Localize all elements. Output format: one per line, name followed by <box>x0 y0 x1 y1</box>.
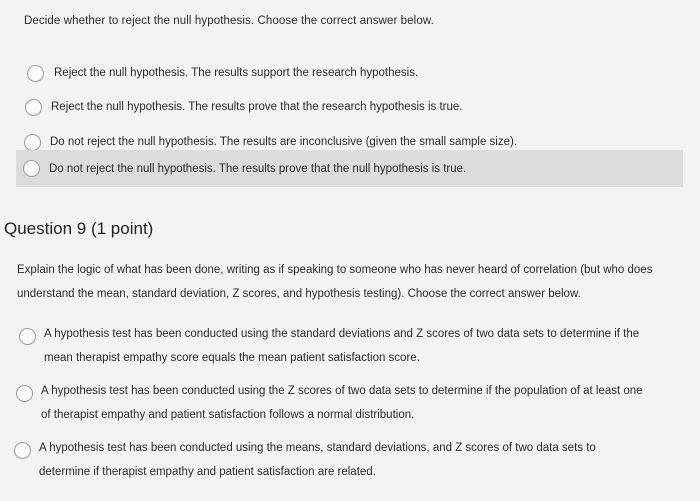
q9-option-2-label <box>41 379 643 427</box>
q8-option-4-label: Do not reject the null hypothesis. The results prove that the null hypothesis is true. <box>49 162 467 175</box>
question-9-heading <box>4 219 153 239</box>
question-9-points: (1 point) <box>90 219 154 238</box>
radio-button[interactable] <box>25 99 42 116</box>
q8-option-2[interactable] <box>0 89 700 125</box>
radio-button[interactable] <box>24 134 41 151</box>
q9-option-2[interactable] <box>16 379 643 427</box>
q8-option-1-label: Reject the null hypothesis. The results support the research hypothesis. <box>54 67 419 79</box>
q9-option-3[interactable] <box>14 436 596 484</box>
q8-option-3-label: Do not reject the null hypothesis. The results are inconclusive (given the small sample size). <box>50 136 518 148</box>
q9-option-1-label <box>44 322 639 370</box>
question-9-body <box>17 258 697 306</box>
question-9-title: Question 9 <box>4 219 87 238</box>
radio-button[interactable] <box>16 385 33 402</box>
radio-button[interactable] <box>23 160 40 177</box>
q9-option-3-line-1: A hypothesis test has been conducted using the means, standard deviations, and Z scores of two data sets to <box>39 442 596 454</box>
q8-option-1[interactable] <box>0 55 700 91</box>
question-9-body-line-1: Explain the logic of what has been done, writing as if speaking to someone who has never heard of correlation (but who does <box>17 264 653 276</box>
q9-option-2-line-1: A hypothesis test has been conducted using the Z scores of two data sets to determine if the population of at least one <box>41 385 643 397</box>
question-8-prompt: Decide whether to reject the null hypothesis. Choose the correct answer below. <box>24 15 434 27</box>
q9-option-1[interactable] <box>19 322 639 370</box>
q9-option-1-line-2: mean therapist empathy score equals the mean patient satisfaction score. <box>44 352 420 364</box>
question-9-body-line-2: understand the mean, standard deviation, Z scores, and hypothesis testing). Choose the correct answer below. <box>17 288 581 300</box>
radio-button[interactable] <box>19 328 36 345</box>
q9-option-1-line-1: A hypothesis test has been conducted using the standard deviations and Z scores of two data sets to determine if the <box>44 328 640 340</box>
q8-option-2-label: Reject the null hypothesis. The results prove that the research hypothesis is true. <box>51 101 463 113</box>
q9-option-2-line-2: of therapist empathy and patient satisfaction follows a normal distribution. <box>41 409 415 421</box>
q9-option-3-label <box>39 436 596 484</box>
radio-button[interactable] <box>27 65 44 82</box>
q8-option-4-selected[interactable] <box>16 150 683 187</box>
radio-button[interactable] <box>14 442 31 459</box>
q9-option-3-line-2: determine if therapist empathy and patient satisfaction are related. <box>39 466 376 478</box>
